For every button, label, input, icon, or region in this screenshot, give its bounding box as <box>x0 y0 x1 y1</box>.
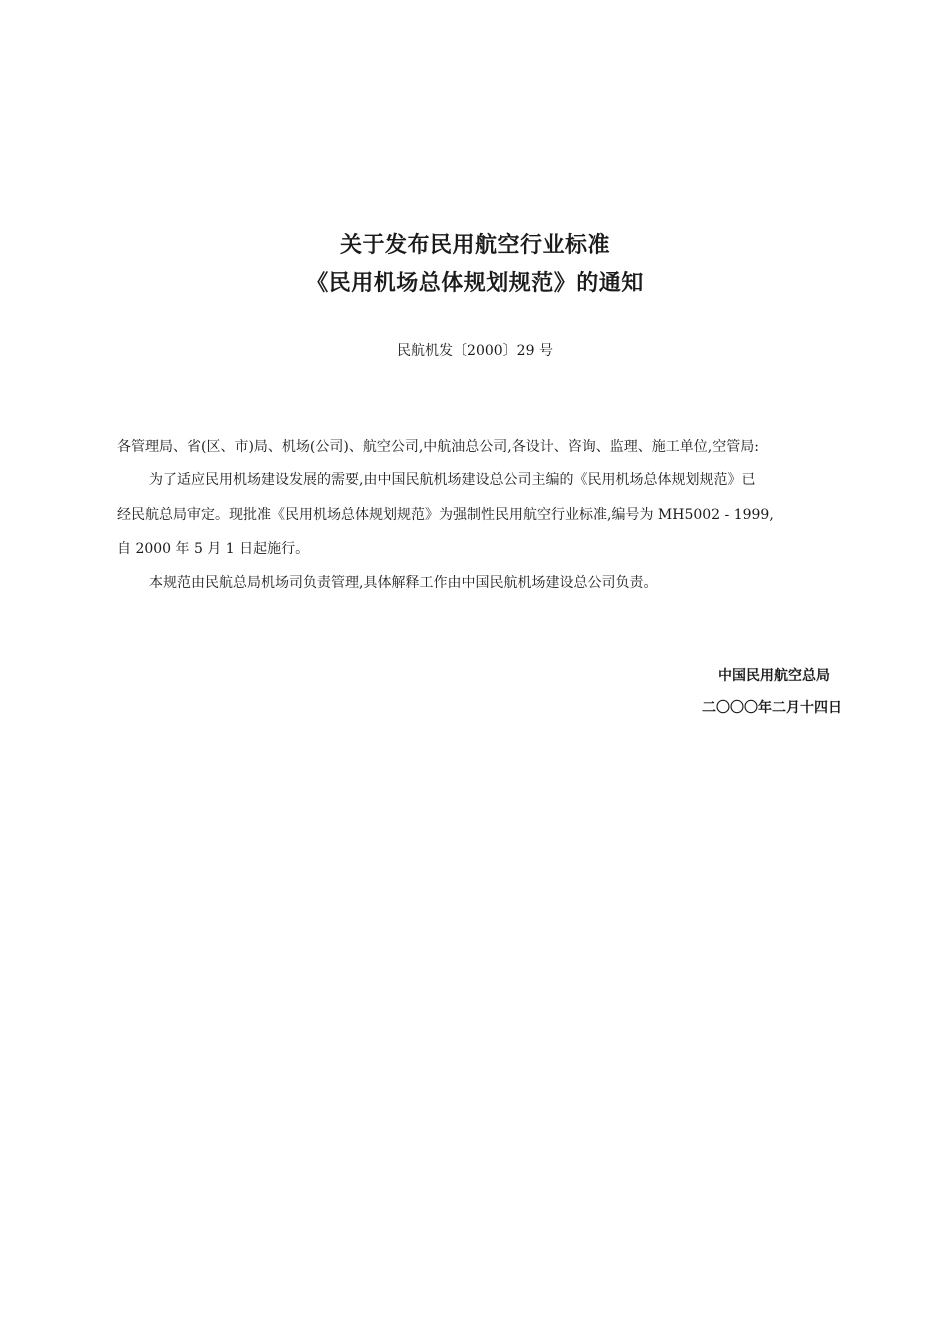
signature-date: 二〇〇〇年二月十四日 <box>702 700 842 716</box>
salutation: 各管理局、省(区、市)局、机场(公司)、航空公司,中航油总公司,各设计、咨询、监理、施工单位,空管局: <box>117 439 759 455</box>
paragraph-1-line-2: 经民航总局审定。现批准《民用机场总体规划规范》为强制性民用航空行业标准,编号为 MH5002 - 1999, <box>117 507 774 523</box>
signature-organization: 中国民用航空总局 <box>718 668 830 684</box>
title-line-1: 关于发布民用航空行业标准 <box>339 232 610 258</box>
document-number: 民航机发〔2000〕29 号 <box>397 343 553 359</box>
paragraph-2: 本规范由民航总局机场司负责管理,具体解释工作由中国民航机场建设总公司负责。 <box>149 575 658 591</box>
title-line-2: 《民用机场总体规划规范》的通知 <box>306 270 644 296</box>
paragraph-1-line-3: 自 2000 年 5 月 1 日起施行。 <box>117 541 310 557</box>
paragraph-1-line-1: 为了适应民用机场建设发展的需要,由中国民航机场建设总公司主编的《民用机场总体规划规范》已 <box>149 472 756 488</box>
